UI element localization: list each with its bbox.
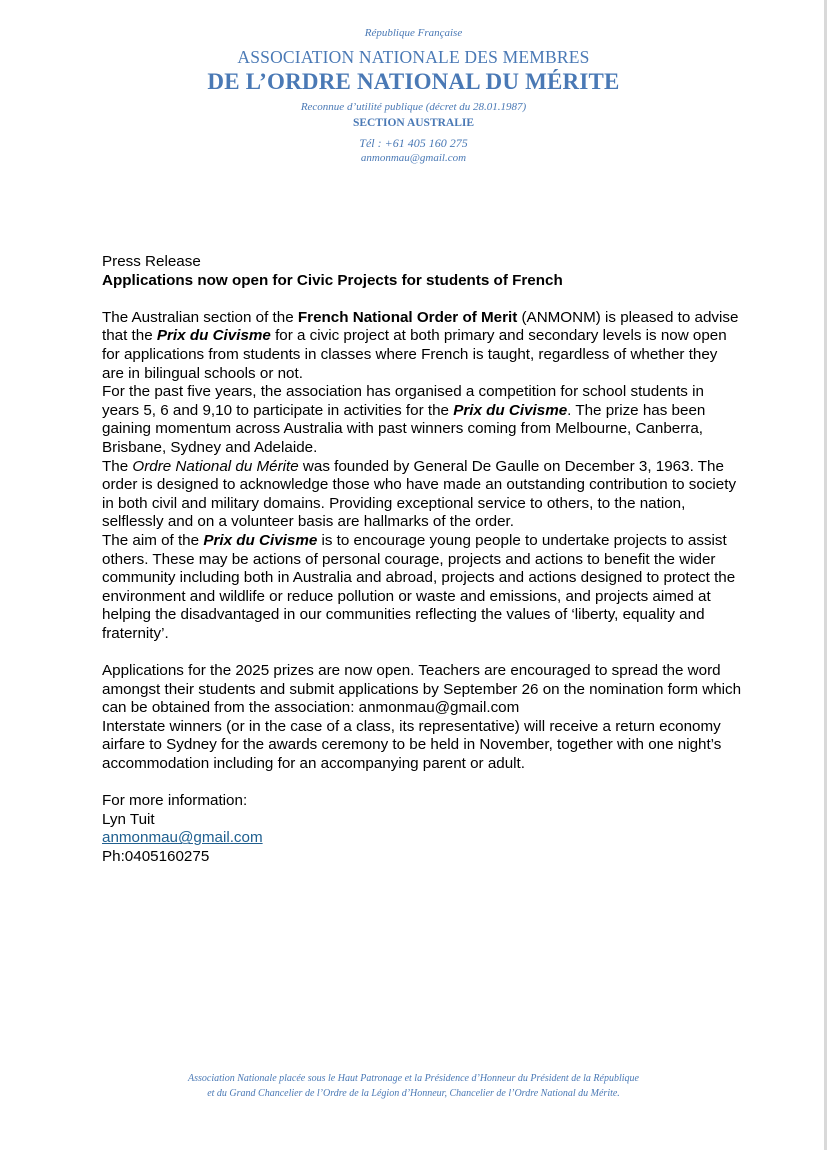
text: The [102, 457, 133, 475]
paragraph-order [102, 458, 742, 532]
recognition-note: Reconnue d’utilité publique (décret du 28.01.1987) [300, 101, 527, 113]
contact-email-link[interactable]: anmonmau@gmail.com [102, 829, 263, 847]
paragraph-prizes: Interstate winners (or in the case of a class, its representative) will receive a return economy airfare to Sydney for the awards ceremony to be held in November, together with one night’s accommodation including for an accompanying parent or adult. [102, 717, 722, 773]
contact-name: Lyn Tuit [102, 810, 155, 828]
order-name-bold: French National Order of Merit [297, 308, 518, 326]
text: was founded by General De Gaulle on December 3, 1963. The order is designed to acknowledge those who have made an outstanding contribution to society in both civil and military domains. Providing exceptional service to others, to the nation, selflessly and on a volunteer basis are hallmarks of the order. [102, 457, 737, 531]
republic-label: République Française [364, 27, 463, 39]
letterhead-email: anmonmau@gmail.com [360, 152, 467, 164]
prize-name: Prix du Civisme [453, 401, 568, 419]
text: The aim of the [102, 531, 204, 549]
footer [0, 1071, 827, 1101]
letterhead [0, 26, 827, 165]
text: for a civic project at both primary and secondary levels is now open for applications from students in classes where French is taught, regardless of whether they are in bilingual schools or not. [102, 327, 727, 382]
prize-name: Prix du Civisme [156, 327, 271, 345]
prize-name: Prix du Civisme [203, 531, 318, 549]
paragraph-intro [102, 309, 742, 383]
spacer [102, 774, 742, 793]
contact-phone: Ph:0405160275 [102, 848, 210, 865]
order-name-italic: Ordre National du Mérite [132, 457, 299, 475]
text: The Australian section of the [102, 308, 298, 326]
footer-line-1: Association Nationale placée sous le Haut Patronage et la Présidence d’Honneur du Président de la République [188, 1073, 639, 1084]
text: . The prize has been gaining momentum across Australia with past winners coming from Melbourne, Canberra, Brisbane, Sydney and Adelaide. [102, 401, 706, 456]
text: For the past five years, the association has organised a competition for school students in years 5, 6 and 9,10 to participate in activities for the [102, 383, 704, 419]
press-release-body [102, 253, 742, 867]
paragraph-history [102, 383, 742, 457]
letterhead-phone: Tél : +61 405 160 275 [359, 136, 468, 150]
paragraph-applications: Applications for the 2025 prizes are now open. Teachers are encouraged to spread the word amongst their students and submit applications by September 26 on the nomination form which can be obtained from the association: anmonmau@gmail.com [102, 662, 742, 717]
release-label: Press Release [102, 253, 201, 270]
paragraph-aim [102, 532, 742, 644]
release-title: Applications now open for Civic Projects for students of French [102, 271, 563, 289]
text: (ANMONM) is pleased to advise that the [102, 308, 739, 345]
order-name: DE L’ORDRE NATIONAL DU MÉRITE [207, 69, 620, 94]
section-label: SECTION AUSTRALIE [352, 117, 475, 129]
spacer [102, 290, 742, 309]
spacer [102, 643, 742, 662]
association-name: ASSOCIATION NATIONALE DES MEMBRES [237, 47, 590, 67]
text: is to encourage young people to undertake projects to assist others. These may be actions of personal courage, projects and actions to benefit the wider community including both in Australia and abroad, projects and actions designed to protect the environment and wildlife or reduce pollution or waste and emissions, and projects aimed at helping the disadvantaged in our communities reflecting the values of ‘liberty, equality and fraternity’. [102, 531, 736, 642]
footer-line-2: et du Grand Chancelier de l’Ordre de la Légion d’Honneur, Chancelier de l’Ordre National du Mérite. [207, 1088, 620, 1099]
contact-intro: For more information: [102, 792, 248, 810]
